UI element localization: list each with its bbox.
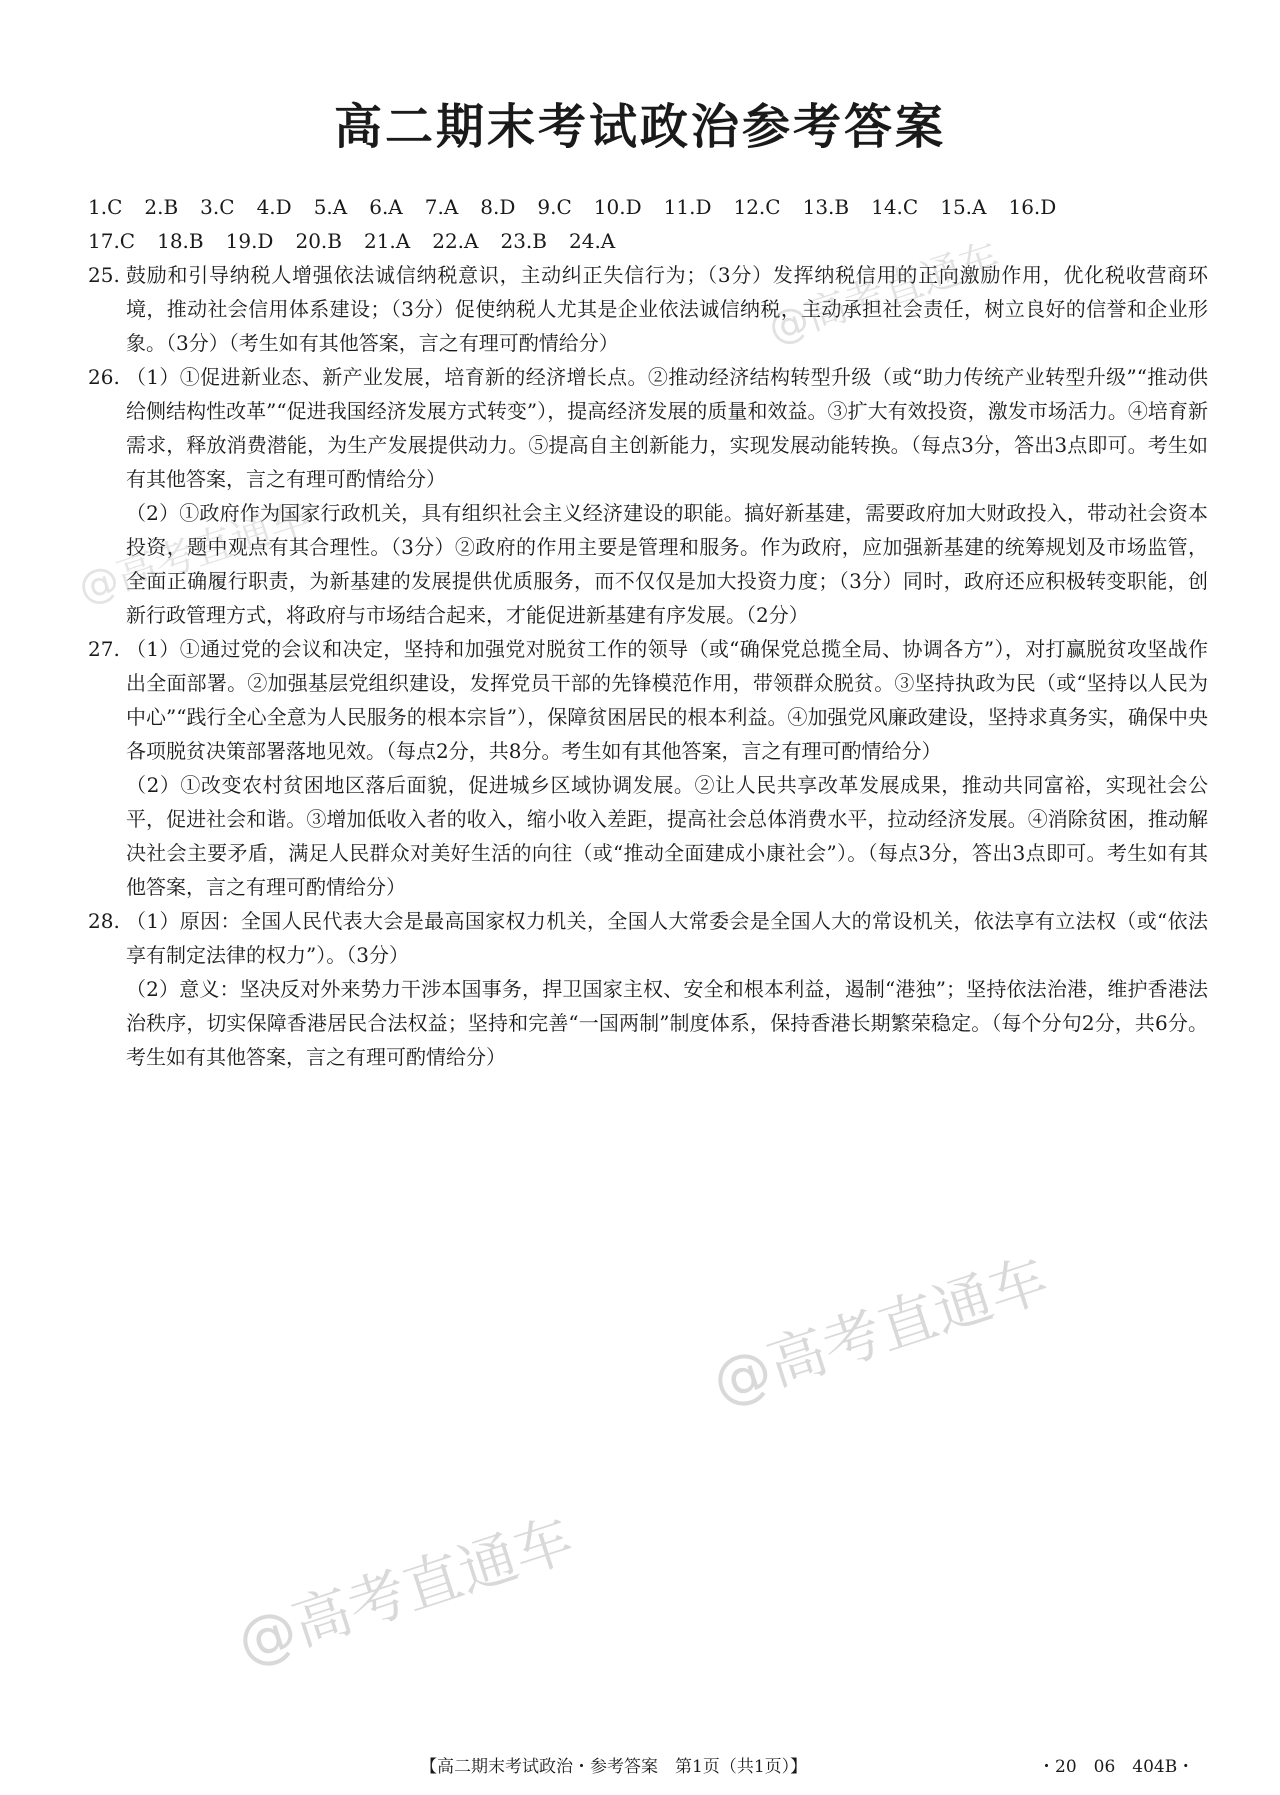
question-body [126,258,1208,360]
answer-paragraph: 鼓励和引导纳税人增强依法诚信纳税意识，主动纠正失信行为；（3分）发挥纳税信用的正向激励作用，优化税收营商环境，推动社会信用体系建设；（3分）促使纳税人尤其是企业依法诚信纳税，主动承担社会责任，树立良好的信誉和企业形象。（3分）（考生如有其他答案，言之有理可酌情给分） [126,263,1208,355]
question-25 [88,258,1208,360]
choice-answer: 5.A [313,195,348,219]
choice-answer: 19.D [225,229,274,253]
answer-part-2: （2）①改变农村贫困地区落后面貌，促进城乡区域协调发展。②让人民共享改革发展成果，推动共同富裕，实现社会公平，促进社会和谐。③增加低收入者的收入，缩小收入差距，提高社会总体消费水平，拉动经济发展。④消除贫困，推动解决社会主要矛盾，满足人民群众对美好生活的向往（或“推动全面建成小康社会”）。（每点3分，答出3点即可。考生如有其他答案，言之有理可酌情给分） [126,773,1208,899]
question-body [126,904,1208,1074]
choice-answer: 9.C [537,195,572,219]
choice-answer: 8.D [480,195,516,219]
choice-answer: 23.B [500,229,547,253]
choice-answer: 24.A [569,229,616,253]
watermark: @高考直通车 [72,494,316,613]
question-number: 25. [88,263,120,287]
question-number: 26. [88,365,120,389]
question-27 [88,632,1208,904]
question-28 [88,904,1208,1074]
question-body [126,360,1208,632]
footer-page-info: 【高二期末考试政治・参考答案 第1页（共1页）】 [420,1757,808,1777]
choice-answer: 21.A [363,229,411,253]
question-number: 27. [88,637,120,661]
choice-answer: 2.B [144,195,179,219]
answer-content [88,190,1208,1074]
answer-part-1: （1）①促进新业态、新产业发展，培育新的经济增长点。②推动经济结构转型升级（或“助力传统产业转型升级”“推动供给侧结构性改革”“促进我国经济发展方式转变”），提高经济发展的质量和效益。③扩大有效投资，激发市场活力。④培育新需求，释放消费潜能，为生产发展提供动力。⑤提高自主创新能力，实现发展动能转换。（每点3分，答出3点即可。考生如有其他答案，言之有理可酌情给分） [126,365,1208,491]
choice-answer: 1.C [88,195,123,219]
answer-part-1: （1）原因：全国人民代表大会是最高国家权力机关，全国人大常委会是全国人大的常设机关，依法享有立法权（或“依法享有制定法律的权力”）。（3分） [126,909,1208,967]
choice-answer: 11.D [663,195,712,219]
choice-answer: 10.D [593,195,642,219]
question-body [126,632,1208,904]
choice-answer: 14.C [871,195,919,219]
choice-answer: 15.A [940,195,987,219]
answer-part-1: （1）①通过党的会议和决定，坚持和加强党对脱贫工作的领导（或“确保党总揽全局、协调各方”），对打赢脱贫攻坚战作出全面部署。②加强基层党组织建设，发挥党员干部的先锋模范作用，带领群众脱贫。③坚持执政为民（或“坚持以人民为中心”“践行全心全意为人民服务的根本宗旨”），保障贫困居民的根本利益。④加强党风廉政建设，坚持求真务实，确保中央各项脱贫决策部署落地见效。（每点2分，共8分。考生如有其他答案，言之有理可酌情给分） [126,637,1208,763]
footer-code: ・20 06 404B・ [1038,1757,1195,1777]
choice-answer: 12.C [733,195,781,219]
choice-answer: 22.A [432,229,479,253]
choice-answer: 20.B [295,229,342,253]
choice-answer: 4.D [256,195,292,219]
choice-answer: 17.C [88,229,136,253]
question-number: 28. [88,909,120,933]
watermark: @高考直通车 [762,234,1006,353]
choice-answer: 7.A [424,195,459,219]
choice-answer: 6.A [369,195,403,219]
page-title: 高二期末考试政治参考答案 [333,99,946,155]
choice-answers-row-2 [88,224,1208,258]
answer-part-2: （2）①政府作为国家行政机关，具有组织社会主义经济建设的职能。搞好新基建，需要政府加大财政投入，带动社会资本投资，题中观点有其合理性。（3分）②政府的作用主要是管理和服务。作为政府，应加强新基建的统筹规划及市场监管，全面正确履行职责，为新基建的发展提供优质服务，而不仅仅是加大投资力度；（3分）同时，政府还应积极转变职能，创新行政管理方式，将政府与市场结合起来，才能促进新基建有序发展。（2分） [126,501,1208,627]
choice-answer: 3.C [200,195,235,219]
watermark: @高考直通车 [704,1244,1057,1418]
choice-answer: 16.D [1008,195,1057,219]
question-26 [88,360,1208,632]
answer-part-2: （2）意义：坚决反对外来势力干涉本国事务，捍卫国家主权、安全和根本利益，遏制“港独”；坚持依法治港，维护香港法治秩序，切实保障香港居民合法权益；坚持和完善“一国两制”制度体系，保持香港长期繁荣稳定。（每个分句2分，共6分。考生如有其他答案，言之有理可酌情给分） [126,977,1208,1069]
choice-answer: 18.B [157,229,204,253]
watermark: @高考直通车 [229,1504,582,1678]
choice-answers-row-1 [88,190,1208,224]
choice-answer: 13.B [802,195,850,219]
